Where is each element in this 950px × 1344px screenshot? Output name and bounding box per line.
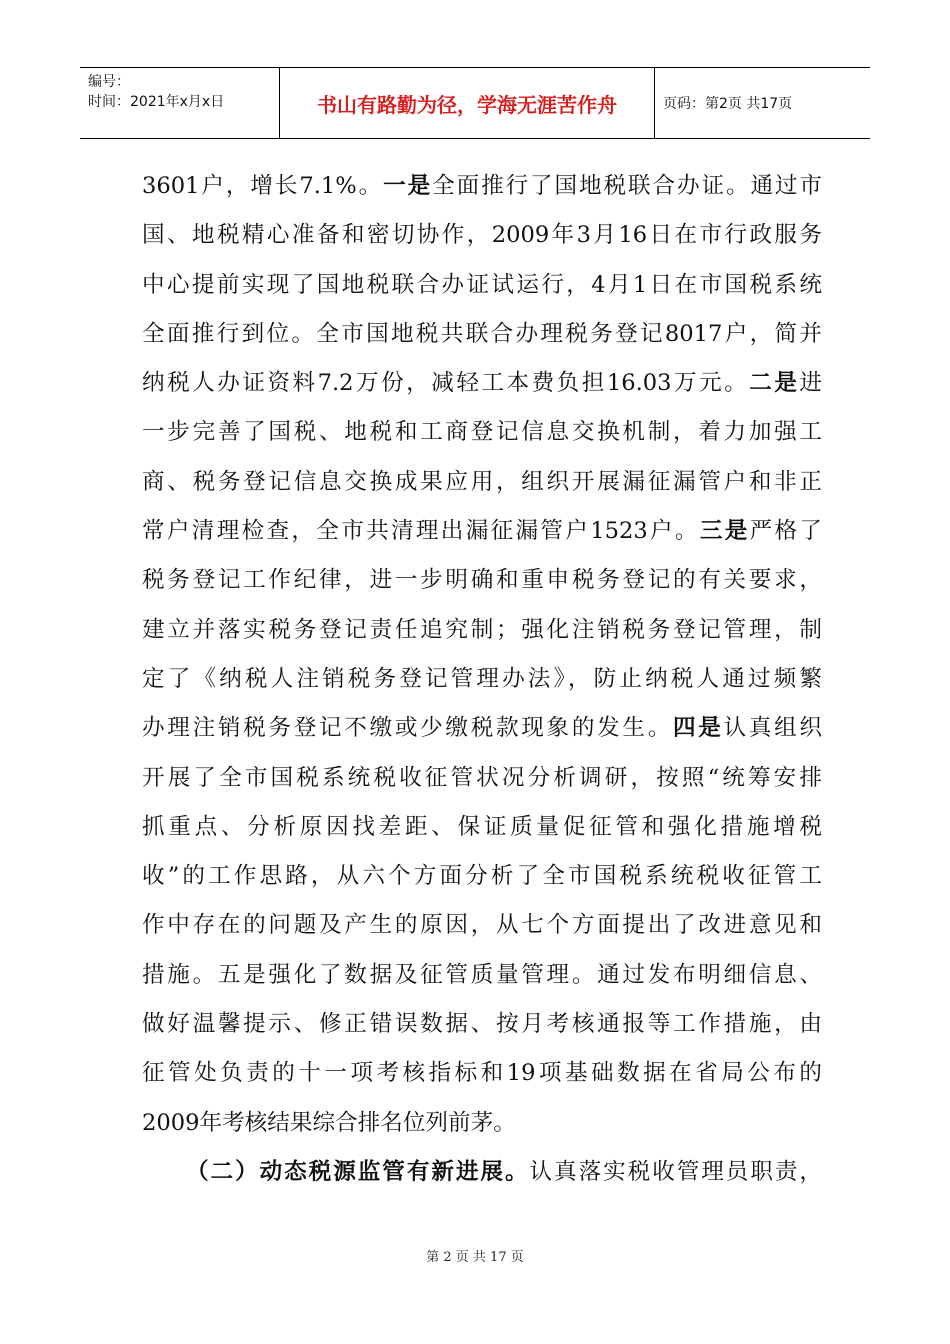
body-line-18: 做好温馨提示、修正错误数据、按月考核通报等工作措施，由 — [142, 1011, 822, 1038]
body-line-11: 定了《纳税人注销税务登记管理办法》，防止纳税人通过频繁 — [142, 665, 822, 692]
body-line-1: 3601户，增长7.1%。一是全面推行了国地税联合办证。通过市 — [142, 173, 823, 199]
body-line-6: 一步完善了国税、地税和工商登记信息交换机制，着力加强工 — [142, 419, 822, 446]
body-line-19: 征管处负责的十一项考核指标和19项基础数据在省局公布的 — [142, 1060, 822, 1087]
document-number-label: 编号： — [88, 74, 130, 90]
document-date-label: 时间：2021年x月x日 — [88, 94, 225, 110]
header-motto: 书山有路勤为径，学海无涯苦作舟 — [280, 68, 655, 138]
body-line-5: 纳税人办证资料7.2万份，减轻工本费负担16.03万元。二是进 — [142, 370, 822, 397]
page-footer: 第 2 页 共 17 页 — [426, 1250, 524, 1265]
body-line-8: 常户清理检查，全市共清理出漏征漏管户1523户。三是严格了 — [142, 518, 823, 545]
body-line-4: 全面推行到位。全市国地税共联合办理税务登记8017户，简并 — [142, 320, 822, 347]
body-line-16: 作中存在的问题及产生的原因，从七个方面提出了改进意见和 — [142, 912, 822, 939]
body-line-20: 2009年考核结果综合排名位列前茅。 — [142, 1109, 516, 1136]
page-header — [80, 67, 870, 139]
body-line-17: 措施。五是强化了数据及征管质量管理。通过发布明细信息、 — [142, 961, 822, 988]
section-heading: （二）动态税源监管有新进展。 — [186, 1158, 530, 1185]
body-line-13: 开展了全市国税系统税收征管状况分析调研，按照“统筹安排 — [142, 764, 822, 791]
body-line-2: 国、地税精心准备和密切协作，2009年3月16日在市行政服务 — [142, 222, 822, 249]
body-line-7: 商、税务登记信息交换成果应用，组织开展漏征漏管户和非正 — [142, 468, 822, 495]
header-meta-cell — [80, 68, 280, 138]
body-line-15: 收”的工作思路，从六个方面分析了全市国税系统税收征管工 — [142, 863, 822, 890]
section-heading-line: （二）动态税源监管有新进展。认真落实税收管理员职责， — [186, 1158, 823, 1185]
header-page-label: 页码：第2页 共17页 — [663, 96, 793, 112]
bold-keyword: 一是 — [383, 173, 433, 199]
bold-keyword: 二是 — [749, 370, 800, 397]
bold-keyword: 四是 — [672, 715, 724, 742]
body-line-10: 建立并落实税务登记责任追究制；强化注销税务登记管理，制 — [142, 616, 822, 643]
body-line-14: 抓重点、分析原因找差距、保证质量促征管和强化措施增税 — [142, 813, 822, 840]
body-line-3: 中心提前实现了国地税联合办证试运行，4月1日在市国税系统 — [142, 271, 822, 298]
document-body — [142, 162, 822, 1197]
body-line-12: 办理注销税务登记不缴或少缴税款现象的发生。四是认真组织 — [142, 715, 823, 742]
body-line-9: 税务登记工作纪律，进一步明确和重申税务登记的有关要求， — [142, 567, 822, 594]
bold-keyword: 三是 — [699, 518, 750, 545]
